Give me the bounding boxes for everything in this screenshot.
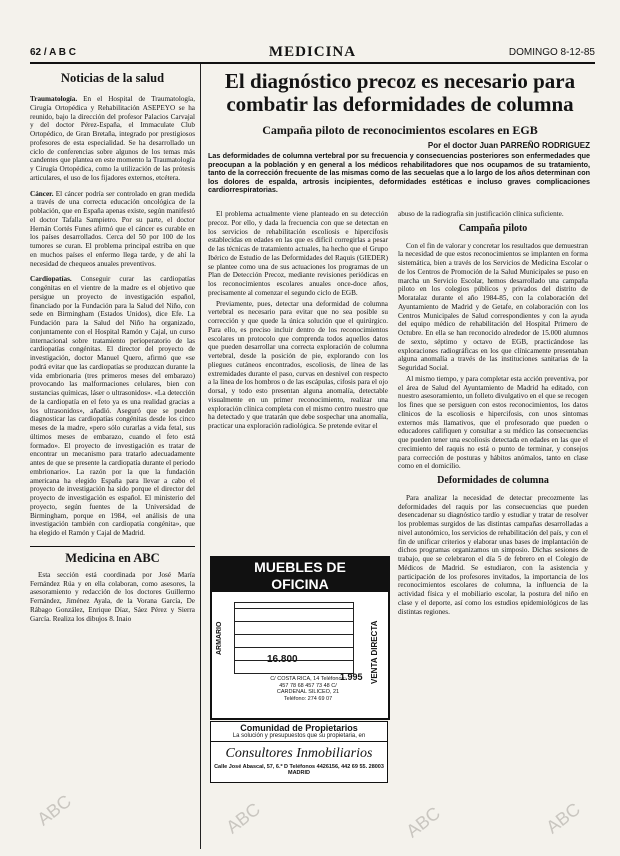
ad-address: C/ COSTA RICA, 14 Teléfonos: 457 78 68 457 73 48 C/ CARDENAL SILICEO, 21 Teléfono: 274 69 07 [270, 676, 346, 702]
news-item-traumatologia [30, 95, 195, 183]
subheading-deformidades: Deformidades de columna [437, 475, 549, 486]
section-title: MEDICINA [268, 44, 357, 60]
paragraph: Al mismo tiempo, y para completar esta acción preventiva, por el área de Salud del Ayuntamiento de Madrid ha editado, con nuestro asesoramiento, un folleto divulgativo en el que se recogen los fines que se persiguen con estos reconocimientos, los datos clínicos de la escoliosis e hipercifosis, con unos síntomas externos más llamativos, que el profesorado que pueden o educadores califiquen y consultar a su médico las consecuencias que pueden tener una escoliosis detectada en edades en las que el crecimiento del raquis no está o punto de terminar, y consejos para corrección de posturas y hábitos anómalos, tanto en clase como en el domicilio. [398, 374, 588, 471]
box-text: Esta sección está coordinada por José María Fernández Rúa y en ella colaboran, como asesores, la asesoramiento y redacción de los doctores Guillermo Fernández, Jiménez Ayala, de la Vorana García, De Rábago González, Enrique Díaz, Sáez Pérez y Sierra García. Realiza los dibujos 8. Inaio [30, 570, 195, 623]
watermark: ABC [33, 790, 75, 830]
column-divider [200, 64, 201, 849]
article-byline: Por el doctor Juan PARREÑO RODRIGUEZ [427, 141, 590, 150]
item-label: Cáncer. [30, 189, 54, 198]
item-text: El cáncer podría ser controlado en gran medida a través de una correcta educación oncológica de la población, que en España apenas existe, según manifestó el doctor Tafalla Sampietro. Por su parte, el doctor Hernán Cortés Funes afirmó que el cáncer es curable en los países desarrollados. Cerca del 50 por 100 de los tumores se curan. El problema principal estriba en que en muchos países el enfermo llega tarde, y de ahí la necesidad de chequeos anuales preventivos. [30, 189, 195, 268]
ad-price-1: 16.800 [267, 654, 298, 665]
item-text: Conseguir curar las cardiopatías congénitas en el vientre de la madre es el objetivo que persigue un proyecto de investigación español, financiado por la Fundación para la Salud del Niño, con sede en Birmingham (Estados Unidos), dice Efe. La Fundación para la Salud del Niño ha organizado, conjuntamente con el Hospital Ramón y Cajal, un curso internacional sobre tratamiento perioperatorio de las cardiopatías congénitas. El director del proyecto de investigación, doctor Manuel Quero, afirmó que «se podrá evitar que las cardiopatías se produzcan durante la vida embrionaria (tres primeros meses del embarazo) provocando las malformaciones celulares, bien con sustancias químicas, láser o ultrasonidos». «La detección de la cardiopatía en el feto ya es una realidad gracias a los ultrasonidos», añadió. Aseguró que se pueden diagnosticar las cardiopatías congénitas desde los cinco meses de la madre, «pero sólo curarlas a vida fetal, sus últimos meses de embarazo, cuando el feto está formado». El proyecto de investigación es tratar de encontrar un mecanismo para tratarlo adecuadamente antes de que se presente la cardiopatía durante el periodo embrionario». La razón por la que la fundación americana ha elegido España para llevar a cabo el proyecto de investigación ha sido porque el director del proyecto de investigación es español. El ministerio del proyecto, según fuentes de la Universidad de Birmingham, porque en 1984, «el análisis de una investigación también con cardiopatía congénita», que ha elegido el Ramón y Cajal de Madrid. [30, 275, 195, 537]
article-column-2 [208, 210, 388, 433]
paragraph: Para analizar la necesidad de detectar precozmente las deformidades del raquis por las consecuencias que pueden desencadenar su diagnóstico tardío y estudiar y tratar de resolver los problemas surgidos de las distintas campañas desarrolladas a nivel autonómico, los servicios de rehabilitación del país, y con el fin de unificar criterios y elaborar unas bases de implantación de dichos programas organizamos un simposio. Dichas sesiones de trabajo, que se celebraron el día 5 de febrero en el Colegio de Médicos de Madrid. Se estudiaron, con la asistencia y participación de los profesores invitados, la importancia de los reconocimientos escolares de columna, la influencia de la actividad física y el mobiliario escolar, la postura del niño en clase y el deporte, así como los estudios epidemiológicos de las distintas regiones. [398, 493, 588, 616]
paragraph: El problema actualmente viene planteado en su detección precoz. Por ello, y dada la frecuencia con que se detectan en los servicios de rehabilitación escoliosis e hipercifosis establecidas en edades en las que es difícil corregirlas a pesar de las técnicas de tratamiento actuales, ha hecho que el Grupo Ibérico de Estudio de las Deformidades del Raquis (GIEDER) se plantee como una de sus actuaciones los programas de un Plan de Detección Precoz, mediante revisiones periódicas en los reconocimientos escolares anuales once-doce años, precisamente al comenzar el segundo ciclo de EGB. [208, 210, 388, 297]
ad-title-line2: OFICINA [212, 576, 388, 592]
article-column-3 [398, 210, 588, 850]
watermark: ABC [222, 798, 264, 838]
ad-address: Calle José Abascal, 57, 6.º D Teléfonos 4426156, 442 69 55. 28003 MADRID [214, 764, 384, 776]
news-item-cancer [30, 190, 195, 269]
subheading-campana: Campaña piloto [458, 222, 528, 234]
box-title: Medicina en ABC [30, 546, 195, 565]
paragraph: Con el fin de valorar y concretar los resultados que demuestran la necesidad de que estos reconocimientos se implanten en forma sistemática, bien a través de los Servicios de Medicina Escolar o de los Centros de Promoción de la Salud Municipales se puso en marcha un Servicio Escolar, hemos desarrollado una campaña piloto en los colegios públicos y privados del distrito de Moratalaz durante el año 1984-85, con la colaboración del Ayuntamiento de Madrid y de Getafe, en colaboración con los Centros Municipales de Salud correspondientes y con la ayuda del equipo médico de rehabilitación del Hospital Primero de Octubre. En ella se han reconocido alrededor de 15.000 alumnos de sexto, séptimo y octavo de EGB, practicándose las exploraciones radiográficas en los que clínicamente presentaban alguna anomalía a través de las instituciones sanitarias de la Seguridad Social. [398, 241, 588, 372]
ad-title-line1: MUEBLES DE [212, 558, 388, 576]
sidebar-title: Noticias de la salud [60, 71, 165, 85]
furniture-ad [210, 556, 390, 720]
ad-side-label: VENTA DIRECTA [370, 620, 379, 684]
ad-title: Comunidad de Propietarios [240, 723, 358, 733]
watermark: ABC [542, 798, 584, 838]
item-text: En el Hospital de Traumatología, Cirugía Ortopédica y Rehabilitación ASEPEYO se ha reunido, bajo la dirección del profesor Palacios Carvajal y del doctor Pérez-España, el Immaculate Club Ortopédico, de Gran Bretaña, integrado por prestigiosos profesores de esta especialidad. Se ha desarrollado un ciclo de conferencias sobre algunos de los temas más candentes que plantea en este momento la Traumatología y Cirugía Ortopédica, como la utilización de las prótesis articulares, el uso de los fijadores externos, etcétera. [30, 95, 195, 182]
paragraph: abuso de la radiografía sin justificación clínica suficiente. [398, 210, 564, 218]
page-header [30, 46, 595, 64]
news-item-cardiopatias [30, 275, 195, 538]
page-number: 62 / A B C [30, 47, 76, 58]
ad-left-label: ARMARIO [216, 621, 223, 655]
item-label: Cardiopatías. [30, 275, 72, 284]
consultores-ad [210, 721, 388, 783]
article-headline: El diagnóstico precoz es necesario para combatir las deformidades de columna [224, 69, 576, 116]
ad-price-2: 1.995 [340, 672, 363, 682]
ad-subtitle: La solución y presupuestos que su propietaria, en [211, 733, 387, 742]
issue-date: DOMINGO 8-12-85 [508, 47, 595, 58]
news-sidebar [30, 66, 195, 625]
article-kicker: Campaña piloto de reconocimientos escolares en EGB [262, 123, 538, 137]
ad-brand: Consultores Inmobiliarios [225, 746, 373, 761]
article-lead: Las deformidades de columna vertebral por su frecuencia y consecuencias posteriores son enfermedades que preocupan a la población y en general a los médicos rehabilitadores que nos ocupamos de su tratamiento, tanto de la corrección frecuente de las mismas como de las secuelas que a lo largo de los años determinan con los dolores de espalda, artrosis incipientes, deformidades estéticas e incluso graves complicaciones cardiorrespiratorias. [208, 151, 590, 194]
watermark: ABC [402, 802, 444, 842]
item-label: Traumatología. [30, 95, 78, 103]
paragraph: Previamente, pues, detectar una deformidad de columna vertebral es necesario para evitar que no sea posible su corrección y que quede la única solución que el quirúrgico. Para ello, es preciso incluir dentro de los reconocimientos escolares un protocolo que comprenda todos aquellos datos que pueden desarrollar una correcta exploración de columna vertebral, desde la posición de pie, explorando con los pliegues cutáneos encontrados, escoliosis, de línea de las extremidades durante el paso, curvas en desnivel con respecto a la línea de los hombros o de las escápulas, cifosis para el ojo dorsal, y todo esto presentan alguna anomalía, detectable visualmente en un primer reconocimiento, realizar una exploración clínica completa con el mismo centro nuestro que ha detectado y que tratarán que debe sospechar una anomalía, practicar una exploración radiológica. Se pretende evitar el [208, 299, 388, 430]
